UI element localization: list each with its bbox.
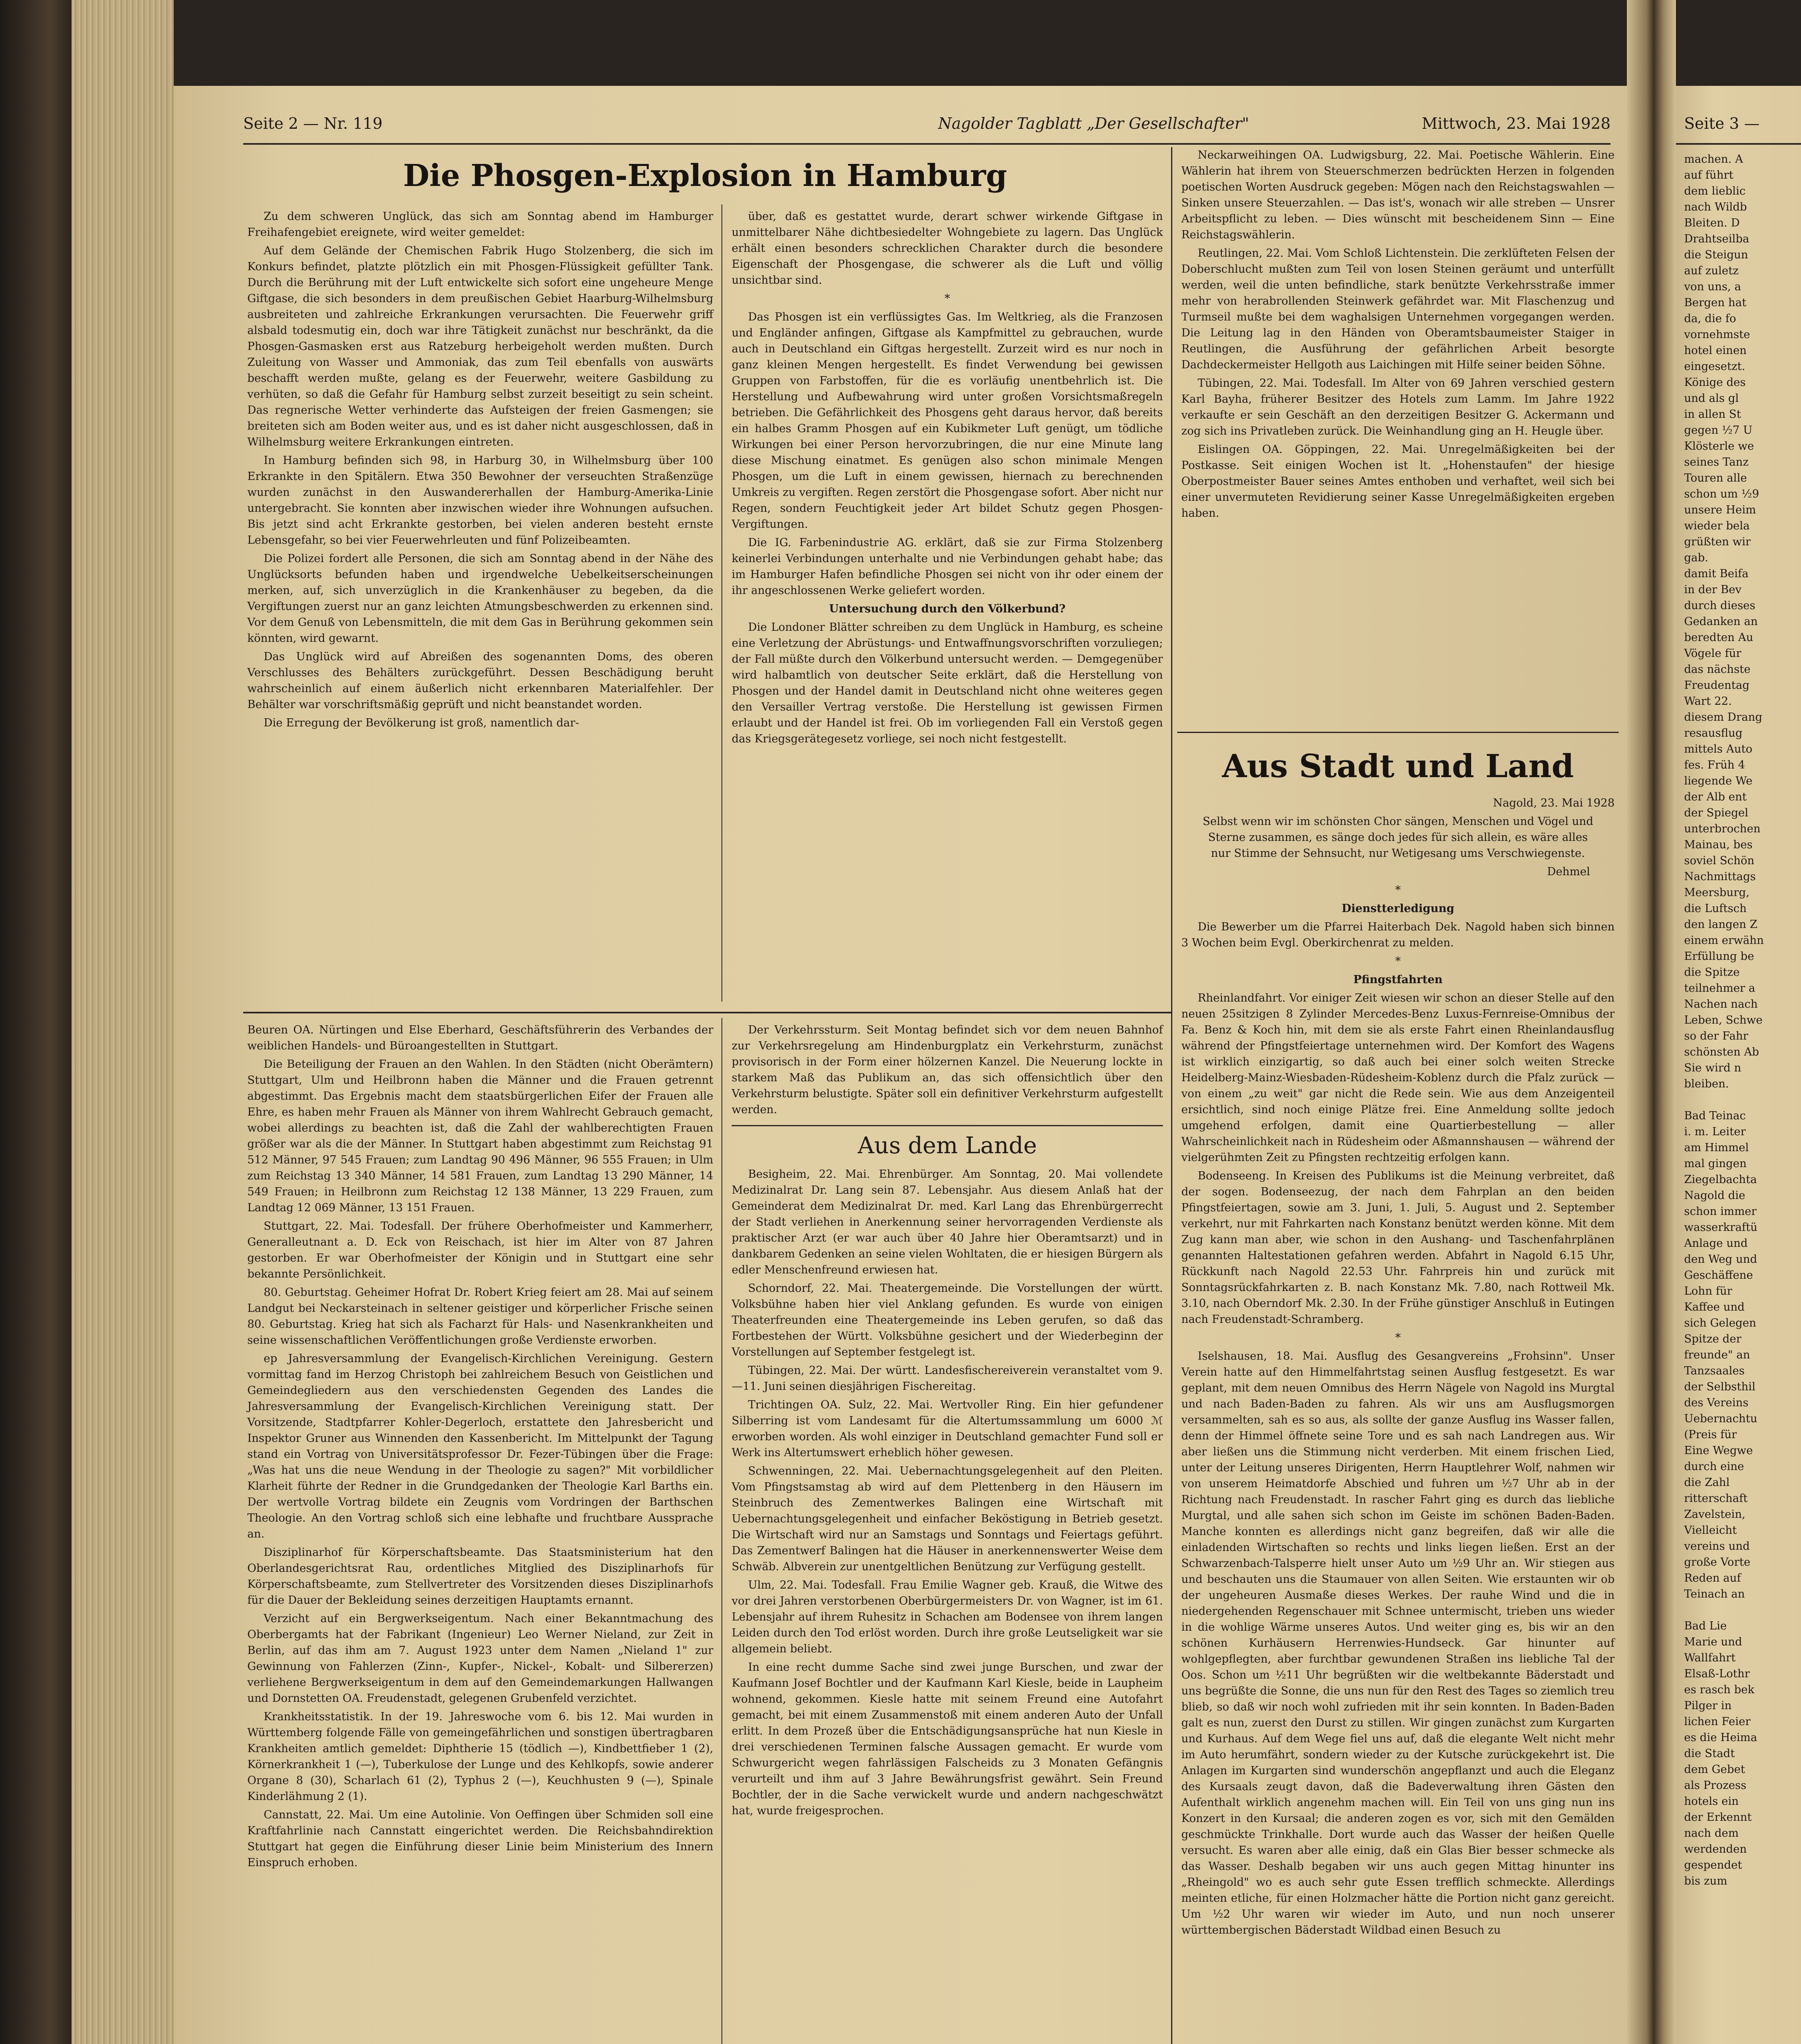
right-page-line: soviel Schön <box>1684 854 1754 867</box>
right-page-line <box>1684 1092 1801 1108</box>
paragraph: 80. Geburtstag. Geheimer Hofrat Dr. Robert Krieg feiert am 28. Mai auf seinem Landgut bei Neckarsteinach in seltener geistiger und körperlicher Frische seinen 80. Geburtstag. Krieg hat sich als Facharzt für Hals- und Nasenkrankheiten und seine wissenschaftlichen Veröffentlichungen große Verdienste erworben. <box>247 1286 713 1347</box>
right-page-line: hotel einen <box>1684 344 1747 357</box>
paragraph: Reutlingen, 22. Mai. Vom Schloß Lichtenstein. Die zerklüfteten Felsen der Doberschlucht mußten zum Teil von losen Steinen geräumt und unterfüllt werden, weil die unten befindliche, stark benützte Verkehrsstraße immer mehr von herabrollenden Steinwerk gefährdet war. Mit Flaschenzug und Turmseil mußte bei dem waghalsigen Unternehmen vorgegangen werden. Die Leitung lag in den Händen von Oberamtsbaumeister Staiger in Reutlingen, die Ausführung der gefährlichen Arbeit besorgte Dachdeckermeister Hellgoth aus Laichingen mit Hilfe seiner beiden Söhne. <box>1181 247 1615 371</box>
paragraph: In eine recht dumme Sache sind zwei junge Burschen, und zwar der Kaufmann Josef Bochtler und der Kaufmann Karl Kiesle, beide in Laupheim wohnend, gekommen. Kiesle hatte mit seinem Freund eine Autofahrt gemacht, bei mit einem Zusammenstoß mit einem anderen Auto der Unfall erlitt. In dem Prozeß über die Entschädigungsansprüche hat nun Kiesle in drei verschiedenen Terminen falsche Aussagen gemacht. Er wurde vom Schwurgericht wegen fahrlässigen Falscheids zu 3 Monaten Gefängnis verurteilt und ihm auf 3 Jahre Bewährungsfrist gewährt. Sein Freund Bochtler, der in die Sache verwickelt wurde und andern nachgeschwätzt hat, wurde freigesprochen. <box>732 1661 1163 1817</box>
right-page-line: Ziegelbachta <box>1684 1173 1757 1186</box>
right-page-line: seines Tanz <box>1684 456 1749 468</box>
poem-author: Dehmel <box>1547 865 1590 878</box>
right-page-line: Drahtseilba <box>1684 233 1749 245</box>
book-spine <box>0 0 72 2044</box>
separator-star: * <box>1395 1331 1401 1344</box>
right-page-line: Kaffee und <box>1684 1301 1745 1313</box>
right-page-line: und als gl <box>1684 392 1739 405</box>
right-page-line: Klösterle we <box>1684 440 1754 453</box>
right-page-line: teilnehmer a <box>1684 982 1756 995</box>
headline-stadt-land: Aus Stadt und Land <box>1222 748 1574 785</box>
paragraph: Iselshausen, 18. Mai. Ausflug des Gesangvereins „Frohsinn". Unser Verein hatte auf den Himmelfahrtstag seinen Ausflug festgesetzt. Es war geplant, mit dem neuen Omnibus des Herrn Nägele von Nagold ins Murgtal und nach Baden-Baden zu fahren. Als wir uns am Ausflugsmorgen versammelten, sah es so aus, als sollte der ganze Ausflug ins Wasser fallen, denn der Himmel öffnete seine Tore und es sah nach Landregen aus. Wir aber ließen uns die Stimmung nicht verderben. Mit einem frischen Lied, unter der Leitung unseres Dirigenten, Herrn Hauptlehrer Wolf, nahmen wir von unserem Heimatdorfe Abschied und fuhren um ½7 Uhr ab in der Richtung nach Freudenstadt. In rascher Fahrt ging es durch das liebliche Murgtal, und alle sahen sich schon im Geiste im schönen Baden-Baden. Manche konnten es allerdings nicht ganz begreifen, daß wir alle die einladenden Wirtschaften so rechts und links liegen ließen. Erst an der Schwarzenbach-Talsperre hielt unser Auto um ½9 Uhr an. Wir stiegen aus und beschauten uns die Staumauer von allen Seiten. Wie erstaunten wir ob der ungeheuren Ausmaße dieses Werkes. Der rauhe Wind und die in niedergehenden Regenschauer mit Schnee untermischt, trieben uns wieder in die wohlige Wärme unseres Autos. Und weiter ging es, bis wir an den schönen Kurhäusern Herrenwies-Hundseck. Gar hinunter auf wohlgepflegten, aber furchtbar gewundenen Straßen ins liebliche Tal der Oos. Schon um ½11 Uhr begrüßten wir die weltbekannte Bäderstadt und uns begrüßte die Sonne, die uns nun für den Rest des Tages so ziemlich treu blieb, so daß wir noch wohl zufrieden mit ihr sein konnten. In Baden-Baden galt es nun, zuerst den Durst zu stillen. Wir gingen zunächst zum Kurgarten und Kurhaus. Auf dem Wege fiel uns auf, daß die elegante Welt nicht mehr im Auto herumfährt, sondern wieder zu der Kutsche zurückgekehrt ist. Die Anlagen im Kurgarten sind wunderschön angepflanzt und auch die Eleganz des Kursaals zeugt davon, daß die Badeverwaltung ihren Gästen den Aufenthalt wirklich angenehm machen will. Ein Teil von uns ging nun ins Konzert in den Kursaal; die anderen zogen es vor, sich mit den Gemälden geschmückte Trinkhalle. Dort wurde auch das Wasser der heißen Quelle versucht. Es waren aber alle einig, daß ein Glas Bier besser schmecke als das Wasser. Deshalb begaben wir uns auch gegen Mittag hinunter ins „Rheingold" wo es auch sehr gute Essen trefflich schmeckte. Allerdings meinten etliche, für einen Holzmacher hätte die Portion nicht ganz gereicht. Um ½2 Uhr waren wir wieder im Auto, und nun noch unserer württembergischen Bäderstadt Wildbad einen Besuch zu <box>1181 1350 1615 1936</box>
section-rule <box>1177 732 1619 733</box>
right-page-line: schon um ½9 <box>1684 488 1759 500</box>
right-page-line: die Stadt <box>1684 1747 1735 1760</box>
separator-star: * <box>1395 955 1401 968</box>
page-number: Seite 2 — Nr. 119 <box>243 114 383 132</box>
paragraph: Die IG. Farbenindustrie AG. erklärt, daß sie zur Firma Stolzenberg keinerlei Verbindungen unterhalte und nie Verbindungen gehabt habe; das im Hamburger Hafen befindliche Phosgen sei nicht von ihr oder einem der ihr angeschlossenen Werke geliefert worden. <box>732 536 1163 597</box>
right-page-line: diesem Drang <box>1684 711 1763 724</box>
paragraph: Tübingen, 22. Mai. Der württ. Landesfischereiverein veranstaltet vom 9.—11. Juni seinen diesjährigen Fischereitag. <box>732 1364 1163 1393</box>
right-page-line: Touren alle <box>1684 472 1747 484</box>
right-page-line: des Vereins <box>1684 1396 1749 1409</box>
paragraph: Der Verkehrssturm. Seit Montag befindet sich vor dem neuen Bahnhof zur Verkehrsregelung am Hindenburgplatz ein Verkehrsturm, zunächst provisorisch in der Form einer hölzernen Kanzel. Die Neuerung lockte in starkem Maß das Publikum an, das sich offensichtlich über den Verkehrsturm belustigte. Später soll ein definitiver Verkehrsturm aufgestellt werden. <box>732 1024 1163 1116</box>
right-page-line: vereins und <box>1684 1540 1750 1553</box>
paragraph: Tübingen, 22. Mai. Todesfall. Im Alter von 69 Jahren verschied gestern Karl Bayha, früherer Besitzer des Hotels zum Lamm. Im Jahre 1922 verkaufte er sein Geschäft an den derzeitigen Besitzer G. Ackermann und zog sich ins Privatleben zurück. Die Weinhandlung ging an H. Heugle über. <box>1181 377 1615 437</box>
right-page-line: in der Bev <box>1684 583 1742 596</box>
right-page-line: Nachmittags <box>1684 870 1756 883</box>
dateline: Nagold, 23. Mai 1928 <box>1493 797 1615 809</box>
right-page-line: den Weg und <box>1684 1253 1757 1266</box>
right-page-line: liegende We <box>1684 775 1753 787</box>
paragraph: Krankheitsstatistik. In der 19. Jahreswoche vom 6. bis 12. Mai wurden in Württemberg folgende Fälle von gemeingefährlichen und sonstigen übertragbaren Krankheiten amtlich gemeldet: Diphtherie 15 (tödlich —), Kindbettfieber 1 (2), Körnerkrankheit 1 (—), Tuberkulose der Lunge und des Kehlkopfs, sowie anderer Organe 8 (30), Scharlach 61 (2), Typhus 2 (—), Keuchhusten 9 (—), Spinale Kinderlähmung 2 (1). <box>247 1710 713 1803</box>
masthead-rule <box>243 143 1611 145</box>
right-page-line: in allen St <box>1684 408 1741 421</box>
right-page-line: Nachen nach <box>1684 998 1758 1011</box>
right-page-line: das nächste <box>1684 663 1751 676</box>
newspaper-page-3 <box>1676 86 1801 2044</box>
page-number-right: Seite 3 — <box>1684 114 1760 132</box>
right-page-line: Nagold die <box>1684 1189 1745 1202</box>
paragraph: Trichtingen OA. Sulz, 22. Mai. Wertvoller Ring. Ein hier gefundener Silberring ist vom Landesamt für die Altertumssammlung um 6000 ℳ erworben worden. Als wohl einziger in Deutschland gemachter Fund soll er Werk ins Altertumswert erheblich höher gewesen. <box>732 1399 1163 1459</box>
paragraph: Die Polizei fordert alle Personen, die sich am Sonntag abend in der Nähe des Unglücksorts befunden haben und irgendwelche Uebelkeitserscheinungen merken, auf, sich unverzüglich in die Krankenhäuser zu begeben, da die Vergiftungen zuerst nur an ganz leichten Atmungsbeschwerden zu erkennen sind. Vor dem Genuß von Lebensmitteln, die mit dem Gas in Berührung gekommen sein könnten, wird gewarnt. <box>247 552 713 645</box>
issue-date: Mittwoch, 23. Mai 1928 <box>1422 114 1611 132</box>
right-page-line: Bleiten. D <box>1684 217 1740 229</box>
right-page-line: der Selbsthil <box>1684 1381 1756 1393</box>
right-page-line: resausflug <box>1684 727 1743 740</box>
paragraph: Schorndorf, 22. Mai. Theatergemeinde. Die Vorstellungen der württ. Volksbühne haben hier viel Anklang gefunden. Es wurde von einigen Theaterfreunden eine Theatergemeinde ins Leben gerufen, so daß das Fortbestehen der Württ. Volksbühne gesichert und der Wiederbeginn der Vorstellungen auf September festgelegt ist. <box>732 1282 1163 1358</box>
right-page-line: nach Wildb <box>1684 201 1747 213</box>
paragraph: Ulm, 22. Mai. Todesfall. Frau Emilie Wagner geb. Krauß, die Witwe des vor drei Jahren verstorbenen Oberbürgermeisters Dr. von Wagner, ist im 61. Lebensjahr auf ihrem Ruhesitz in Schachen am Bodensee von ihrem langen Leiden durch den Tod erlöst worden. Durch ihre große Leutseligkeit war sie allgemein beliebt. <box>732 1579 1163 1655</box>
right-page-line: als Prozess <box>1684 1779 1747 1792</box>
right-page-line: gab. <box>1684 551 1709 564</box>
right-page-line: bis zum <box>1684 1875 1727 1887</box>
right-page-line: auf führt <box>1684 169 1734 182</box>
right-page-line: schon immer <box>1684 1205 1757 1218</box>
masthead-rule <box>1676 143 1801 145</box>
paragraph: Die Londoner Blätter schreiben zu dem Unglück in Hamburg, es scheine eine Verletzung der Abrüstungs- und Entwaffnungsvorschriften vorzuliegen; der Fall müßte durch den Völkerbund untersucht werden. — Demgegenüber wird halbamtlich von deutscher Seite erklärt, daß die Herstellung von Phosgen und der Handel damit in Deutschland nicht ohne weiteres gegen den Versailler Vertrag verstoße. Die Herstellung ist gewissen Firmen erlaubt und der Handel ist frei. Ob im vorliegenden Fall ein Verstoß gegen das Kriegsgerätegesetz vorliege, sei noch nicht festgestellt. <box>732 621 1163 745</box>
paragraph: Auf dem Gelände der Chemischen Fabrik Hugo Stolzenberg, die sich im Konkurs befindet, platzte plötzlich ein mit Phosgen-Flüssigkeit gefüllter Tank. Durch die Berührung mit der Luft entwickelte sich sofort eine ungeheure Menge Giftgase, die sich besonders in dem preußischen Gebiet Haarburg-Wilhelmsburg ausbreiteten und zahlreiche Erkrankungen verursachten. Die Feuerwehr griff alsbald todesmutig ein, doch war ihre Tätigkeit zunächst nur beschränkt, da die Phosgen-Gasmasken erst aus Ratzeburg herbeigeholt werden mußten. Durch Zuleitung von Wasser und Ammoniak, das zum Teil ebenfalls von auswärts beschafft werden mußte, gelang es der Feuerwehr, weitere Gasbildung zu verhüten, so daß die Gefahr für Hamburg selbst zurzeit beseitigt zu sein scheint. Das regnerische Wetter verhinderte das Aufsteigen der freien Gasmengen; sie breiteten sich am Boden weiter aus, und es ist daher nicht ausgeschlossen, daß in Wilhelmsburg weitere Erkrankungen eintreten. <box>247 244 713 448</box>
headline-phosgen: Die Phosgen-Explosion in Hamburg <box>403 158 1007 193</box>
right-page-line: Wallfahrt <box>1684 1652 1736 1664</box>
right-page-line: durch dieses <box>1684 599 1756 612</box>
right-page-line: i. m. Leiter <box>1684 1125 1746 1138</box>
local-news-col1 <box>247 1022 713 2044</box>
right-page-line: freunde" an <box>1684 1349 1750 1361</box>
right-page-line: Erfüllung be <box>1684 950 1754 963</box>
right-page-line: Lohn für <box>1684 1285 1732 1298</box>
right-page-line: den langen Z <box>1684 918 1758 931</box>
right-page-line: Teinach an <box>1684 1588 1745 1600</box>
right-page-line: dem lieblic <box>1684 185 1746 197</box>
right-page-line: Meersburg, <box>1684 886 1749 899</box>
article-phosgen-col1 <box>247 208 713 1010</box>
right-page-line: es rasch bek <box>1684 1683 1754 1696</box>
column-divider <box>1171 147 1172 2044</box>
right-page-line: der Spiegel <box>1684 807 1749 819</box>
right-page-line: am Himmel <box>1684 1141 1749 1154</box>
right-page-line: da, die fo <box>1684 312 1736 325</box>
right-page-line: Könige des <box>1684 376 1746 389</box>
right-page-line: unsere Heim <box>1684 504 1756 516</box>
paragraph: Eislingen OA. Göppingen, 22. Mai. Unregelmäßigkeiten bei der Postkasse. Seit einigen Wochen ist lt. „Hohenstaufen" der hiesige Oberpostmeister Bauer seines Amtes enthoben und verhaftet, weil sich bei einer unvermuteten Revidierung seiner Kasse Unregelmäßigkeiten ergeben haben. <box>1181 443 1615 520</box>
newspaper-name: Nagolder Tagblatt „Der Gesellschafter" <box>938 114 1249 132</box>
right-page-line: der Alb ent <box>1684 791 1747 803</box>
right-page-line: Vielleicht <box>1684 1524 1737 1537</box>
section-rule <box>732 1125 1163 1126</box>
right-page-line: Spitze der <box>1684 1333 1742 1345</box>
right-page-line: beredten Au <box>1684 631 1754 644</box>
right-page-line: (Preis für <box>1684 1428 1737 1441</box>
paragraph: Das Phosgen ist ein verflüssigtes Gas. Im Weltkrieg, als die Franzosen und Engländer anfingen, Giftgase als Kampfmittel zu gebrauchen, wurde auch in Deutschland ein Giftgas hergestellt. Zurzeit wird es nur noch in ganz kleinen Mengen hergestellt. Es findet Verwendung bei gewissen Gruppen von Farbstoffen, für die es vorläufig unentbehrlich ist. Die Herstellung und Aufbewahrung wird unter großen Vorsichtsmaßregeln betrieben. Die Gefährlichkeit des Phosgens geht daraus hervor, daß bereits ein halbes Gramm Phosgen auf ein Kubikmeter Luft genügt, um tödliche Wirkungen bei einer Person hervorzubringen, die nur eine Minute lang diese Mischung einatmet. Es genügen also schon minimale Mengen Phosgen, um die Luft in einem gewissen, hiernach zu berechnenden Umkreis zu vergiften. Regen zerstört die Phosgengase sofort. Aber nicht nur Regen, sondern Feuchtigkeit jeder Art bildet Schutz gegen Phosgen-Vergiftungen. <box>732 311 1163 531</box>
paragraph: Disziplinarhof für Körperschaftsbeamte. Das Staatsministerium hat den Oberlandesgerichtsrat Rau, ordentliches Mitglied des Disziplinarhofs für Körperschaftsbeamte, zum Stellvertreter des Vorsitzenden dieses Disziplinarhofs für die Dauer der Bekleidung seines derzeitigen Hauptamts ernannt. <box>247 1546 713 1607</box>
headline-aus-dem-lande: Aus dem Lande <box>858 1132 1037 1159</box>
right-page-line: Bad Teinac <box>1684 1109 1746 1122</box>
right-page-line: gegen ½7 U <box>1684 424 1753 437</box>
right-page-line: machen. A <box>1684 153 1743 166</box>
right-page-line: die Spitze <box>1684 966 1740 979</box>
book-gutter <box>1627 0 1676 2044</box>
paragraph: Neckarweihingen OA. Ludwigsburg, 22. Mai. Poetische Wählerin. Eine Wählerin hat ihrem von Steuerschmerzen bedrückten Herzen in folgenden poetischen Worten Ausdruck gegeben: Mögen nach den Reichstagswahlen — Sinken unsere Steuerzahlen. — Das ist's, wonach wir alle streben — Unsrer Arbeitspflicht zu leben. — Dies wünscht mit bescheidenem Sinn — Eine Reichstagswählerin. <box>1181 149 1615 241</box>
right-page-line: Bad Lie <box>1684 1620 1727 1632</box>
right-page-line: große Vorte <box>1684 1556 1751 1569</box>
right-page-line: der Erkennt <box>1684 1811 1752 1824</box>
paragraph: Verzicht auf ein Bergwerkseigentum. Nach einer Bekanntmachung des Oberbergamts hat der Fabrikant (Ingenieur) Leo Werner Nieland, zur Zeit in Berlin, auf das ihm am 7. August 1923 unter dem Namen „Nieland 1" zur Gewinnung von Fahlerzen (Zinn-, Kupfer-, Nickel-, Kobalt- und Silbererzen) verliehene Bergwerkseigentum in dem auf den Gemeindemarkungen Hallwangen und Dornstetten OA. Freudenstadt, gelegenen Grubenfeld verzichtet. <box>247 1612 713 1705</box>
right-page-line: Gedanken an <box>1684 615 1758 628</box>
page-stack-edge <box>72 0 174 2044</box>
right-page-line: Reden auf <box>1684 1572 1741 1585</box>
right-page-line: dem Gebet <box>1684 1763 1745 1776</box>
right-page-line: eingesetzt. <box>1684 360 1745 373</box>
right-page-line: einem erwähn <box>1684 934 1764 947</box>
paragraph: Die Bewerber um die Pfarrei Haiterbach Dek. Nagold haben sich binnen 3 Wochen beim Evgl. Oberkirchenrat zu melden. <box>1181 921 1615 949</box>
right-page-line: schönsten Ab <box>1684 1046 1759 1058</box>
right-page-line: ritterschaft <box>1684 1492 1748 1505</box>
paragraph: Schwenningen, 22. Mai. Uebernachtungsgelegenheit auf den Pleiten. Vom Pfingstsamstag ab wird auf dem Plettenberg in den Häusern im Steinbruch des Zementwerkes Balingen eine Wirtschaft mit Uebernachtungsgelegenheit und einfacher Beköstigung in Betrieb gesetzt. Die Wirtschaft wird nur an Samstags und Sonntags und Feiertags geführt. Das Zementwerf Balingen hat die Häuser in anerkennenswerter Weise dem Schwäb. Albverein zur unentgeltlichen Benützung zur Verfügung gestellt. <box>732 1465 1163 1573</box>
right-page-line: von uns, a <box>1684 280 1741 293</box>
right-page-line <box>1684 1602 1801 1618</box>
right-page-line: Uebernachtu <box>1684 1412 1758 1425</box>
right-page-line: die Steigun <box>1684 249 1748 261</box>
right-page-line: Mainau, bes <box>1684 838 1753 851</box>
paragraph: Die Beteiligung der Frauen an den Wahlen. In den Städten (nicht Oberämtern) Stuttgart, Ulm und Heilbronn haben die Männer und die Frauen getrennt abgestimmt. Das Ergebnis macht dem staatsbürgerlichen Eifer der Frauen alle Ehre, es haben mehr Frauen als Männer von ihrem Wahlrecht Gebrauch gemacht, wobei allerdings zu beachten ist, daß die Zahl der wahlberechtigten Frauen größer war als die der Männer. In Stuttgart haben abgestimmt zum Reichstag 91 512 Männer, 97 545 Frauen; zum Landtag 90 496 Männer, 96 555 Frauen; in Ulm zum Reichstag 13 340 Männer, 14 581 Frauen, zum Landtag 13 290 Männer, 14 549 Frauen; in Heilbronn zum Reichstag 12 138 Männer, 13 229 Frauen, zum Landtag 12 069 Männer, 13 151 Frauen. <box>247 1058 713 1214</box>
right-page-line: mittels Auto <box>1684 743 1752 755</box>
right-page-line: die Zahl <box>1684 1476 1730 1489</box>
paragraph: Cannstatt, 22. Mai. Um eine Autolinie. Von Oeffingen über Schmiden soll eine Kraftfahrlinie nach Cannstatt eingerichtet werden. Die Reichsbahndirektion Stuttgart hat gegen die Einführung dieser Linie beim Ministerium des Innern Einspruch erhoben. <box>247 1809 713 1869</box>
right-page-line: auf zuletz <box>1684 264 1739 277</box>
right-page-line: wasserkraftü <box>1684 1221 1758 1234</box>
right-page-line: gespendet <box>1684 1859 1742 1871</box>
local-news-col2 <box>732 1022 1163 2044</box>
separator-star: * <box>1395 884 1401 896</box>
right-page-line: grüßten wir <box>1684 536 1751 548</box>
paragraph: Zu dem schweren Unglück, das sich am Sonntag abend im Hamburger Freihafengebiet ereignete, wird weiter gemeldet: <box>247 210 713 239</box>
right-page-line: mal gingen <box>1684 1157 1747 1170</box>
right-page-line: Zavelstein, <box>1684 1508 1746 1521</box>
right-page-line: Anlage und <box>1684 1237 1748 1250</box>
masthead <box>243 110 1611 139</box>
section-rule <box>243 1012 1171 1013</box>
paragraph: Die Erregung der Bevölkerung ist groß, namentlich dar- <box>264 717 579 729</box>
paragraph: Beuren OA. Nürtingen und Else Eberhard, Geschäftsführerin des Verbandes der weiblichen Handels- und Büroangestellten in Stuttgart. <box>247 1024 713 1052</box>
right-page-line: die Luftsch <box>1684 902 1747 915</box>
right-page-line: hotels ein <box>1684 1795 1739 1808</box>
right-page-line: nach dem <box>1684 1827 1739 1840</box>
paragraph: Rheinlandfahrt. Vor einiger Zeit wiesen wir schon an dieser Stelle auf den neuen 25sitzigen 8 Zylinder Mercedes-Benz Luxus-Fernreise-Omnibus der Fa. Benz & Koch hin, mit dem sie als erste Fahrt einen Rheinlandausflug während der Pfingstfeiertage unternehmen wird. Der Komfort des Wagens ist wirklich einzigartig, so daß auch bei einer solch weiten Strecke Heidelberg-Mainz-Wiesbaden-Rüdesheim-Koblenz durch die Pfalz zurück — von einem „zu weit" gar nicht die Rede sein. Wie aus dem Anzeigenteil ersichtlich, sind noch einige Plätze frei. Eine Anmeldung sollte jedoch umgehend erfolgen, damit eine Quartierbestellung — aller Wahrscheinlichkeit nach in Rüdesheim oder Aßmannshausen — während der vielgerühmten Zeit zu Pfingsten rechtzeitig erfolgen kann. <box>1181 992 1615 1164</box>
right-page-line: lichen Feier <box>1684 1715 1751 1728</box>
right-page-line: Pilger in <box>1684 1699 1732 1712</box>
subheading-dienst: Dienstterledigung <box>1342 902 1454 915</box>
right-page-line: bleiben. <box>1684 1078 1729 1090</box>
paragraph: Das Unglück wird auf Abreißen des sogenannten Doms, des oberen Verschlusses des Behälters zurückgeführt. Dessen Beschädigung beruht wahrscheinlich auf einem äußerlich nicht erkennbaren Materialfehler. Der Behälter war vorschriftsmäßig geprüft und nicht beanstandet worden. <box>247 650 713 711</box>
right-page-line: Geschäffene <box>1684 1269 1753 1282</box>
right-page-line: durch eine <box>1684 1460 1744 1473</box>
column-divider <box>721 1018 722 2044</box>
right-page-line: es die Heima <box>1684 1731 1757 1744</box>
right-page-line: fes. Früh 4 <box>1684 759 1745 771</box>
right-page-line: Elsaß-Lothr <box>1684 1667 1750 1680</box>
separator-star: * <box>944 292 950 305</box>
right-page-line: Leben, Schwe <box>1684 1014 1763 1026</box>
paragraph: ep Jahresversammlung der Evangelisch-Kirchlichen Vereinigung. Gestern vormittag fand im Herzog Christoph bei zahlreichem Besuch von Geistlichen und Gemeindegliedern aus den verschiedensten Gegenden des Landes die Jahresversammlung der Evangelisch-Kirchlichen Vereinigung statt. Der Vorsitzende, Stadtpfarrer Kohler-Degerloch, erstattete den Jahresbericht und Inspektor Gruner aus Winnenden den Kassenbericht. Im Mittelpunkt der Tagung stand ein Vortrag von Universitätsprofessor Dr. Fezer-Tübingen über die Frage: „Was hat uns die neue Wendung in der Theologie zu sagen?" Mit vorbildlicher Klarheit führte der Redner in die Grundgedanken der Theologie Karl Barths ein. Der wertvolle Vortrag bildete ein Zeugnis vom Vordringen der Barthschen Theologie. An den Vortrag schloß sich eine lebhafte und fruchtbare Aussprache an. <box>247 1352 713 1540</box>
poem: Selbst wenn wir im schönsten Chor sängen, Menschen und Vögel und Sterne zusammen, es sänge doch jedes für sich allein, es wäre alles nur Stimme der Sehnsucht, nur Wetigesang ums Verschwiegenste. <box>1203 815 1593 860</box>
right-page-line: Freudentag <box>1684 679 1749 692</box>
right-page-line: Marie und <box>1684 1636 1742 1648</box>
paragraph: Besigheim, 22. Mai. Ehrenbürger. Am Sonntag, 20. Mai vollendete Medizinalrat Dr. Lang sein 87. Lebensjahr. Aus diesem Anlaß hat der Gemeinderat dem Medizinalrat Dr. med. Karl Lang das Ehrenbürgerrecht der Stadt verliehen in Anerkennung seiner hervorragenden Verdienste als praktischer Arzt (er war auch über 40 Jahre hier Oberamtsarzt) und in dankbarem Gedenken an seine vielen Wohltaten, die er hiesigen Bürgern als edler Menschenfreund erwiesen hat. <box>732 1168 1163 1276</box>
right-page-line: Bergen hat <box>1684 296 1747 309</box>
paragraph: In Hamburg befinden sich 98, in Harburg 30, in Wilhelmsburg über 100 Erkrankte in den Spitälern. Etwa 350 Bewohner der verseuchten Straßenzüge wurden zunächst in den Auswandererhallen der Hamburg-Amerika-Linie untergebracht. Sie konnten aber inzwischen wieder ihre Wohnungen aufsuchen. Bis jetzt sind acht Erkrankte gestorben, bei vielen anderen besteht ernste Lebensgefahr, so bei vier Feuerwehrleuten und fünf Polizeibeamten. <box>247 454 713 547</box>
right-page-line: so der Fahr <box>1684 1030 1748 1042</box>
right-page-line: damit Beifa <box>1684 567 1749 580</box>
stadt-land-column <box>1181 795 1615 2044</box>
paragraph: Stuttgart, 22. Mai. Todesfall. Der frühere Oberhofmeister und Kammerherr, Generalleutnant a. D. Eck von Reischach, ist hier im Alter von 87 Jahren gestorben. Er war Oberhofmeister der Königin und in Stuttgart eine sehr bekannte Persönlichkeit. <box>247 1220 713 1280</box>
right-page-line: Vögele für <box>1684 647 1742 660</box>
right-page-line: Tanzsaales <box>1684 1365 1745 1377</box>
newspaper-page-2 <box>174 86 1627 2044</box>
paragraph: über, daß es gestattet wurde, derart schwer wirkende Giftgase in unmittelbarer Nähe dichtbesiedelter Wohngebiete zu lagern. Das Unglück erhält einen besonders schrecklichen Charakter durch die besondere Eigenschaft der Phosgengase, die schwerer als die Luft und völlig unsichtbar sind. <box>732 210 1163 287</box>
right-page-text <box>1684 151 1801 1889</box>
right-page-line: vornehmste <box>1684 328 1750 341</box>
right-page-line: Eine Wegwe <box>1684 1444 1753 1457</box>
subheading-voelkerbund: Untersuchung durch den Völkerbund? <box>829 603 1066 615</box>
right-page-line: unterbrochen <box>1684 823 1761 835</box>
local-news-col3 <box>1181 147 1615 801</box>
right-page-line: Sie wird n <box>1684 1062 1741 1074</box>
subheading-pfingst: Pfingstfahrten <box>1353 973 1443 986</box>
column-divider <box>721 204 722 1002</box>
article-phosgen-col2 <box>732 208 1163 1010</box>
paragraph: Bodenseeng. In Kreisen des Publikums ist die Meinung verbreitet, daß der sogen. Bodenseezug, der nach dem Fahrplan an den beiden Pfingstfeiertagen, sowie am 3. Juni, 1. Juli, 5. August und 2. September verkehrt, nur mit Fahrkarten nach Konstanz benützt werden könne. Mit dem Zug kann man aber, wie schon in den Aushang- und Taschenfahrplänen genannten Haltestationen gefahren werden. Abfahrt in Nagold 6.15 Uhr, Rückkunft nach Nagold 22.53 Uhr. Fahrpreis hin und zurück mit Sonntagsrückfahrkarten z. B. nach Konstanz Mk. 7.80, nach Rottweil Mk. 3.10, nach Oberndorf Mk. 2.30. In der Frühe günstiger Anschluß in Eutingen nach Freudenstadt-Schramberg. <box>1181 1170 1615 1326</box>
right-page-line: wieder bela <box>1684 520 1750 532</box>
right-page-line: sich Gelegen <box>1684 1317 1756 1329</box>
right-page-line: Wart 22. <box>1684 695 1732 708</box>
right-page-line: werdenden <box>1684 1843 1747 1856</box>
